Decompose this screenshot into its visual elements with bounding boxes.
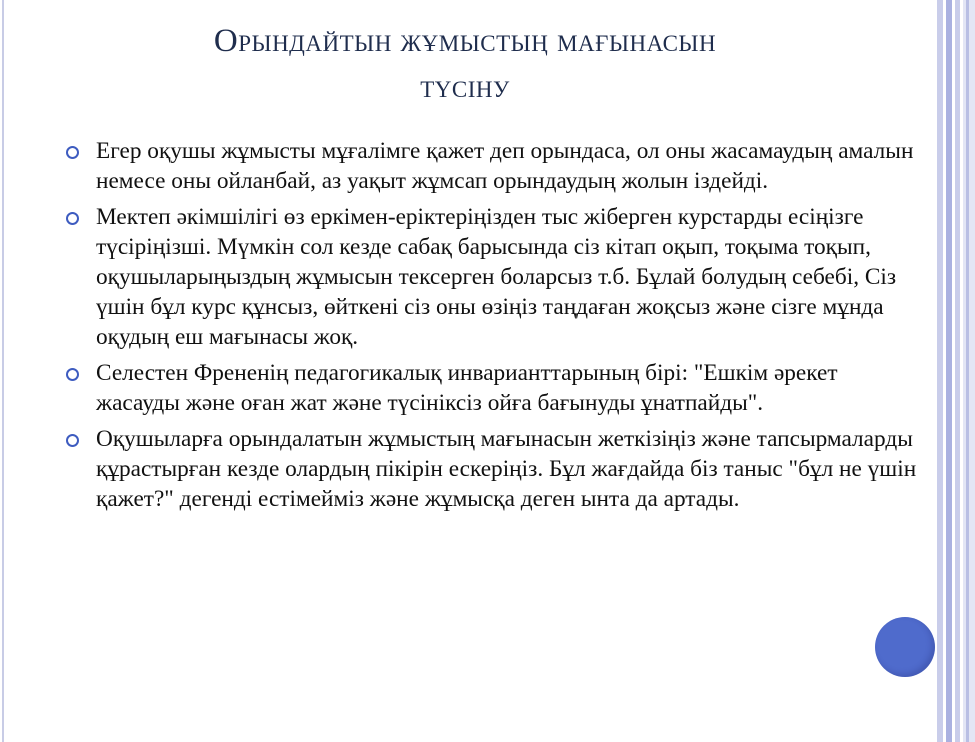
right-decor-stripe xyxy=(946,0,952,742)
list-item-text: Селестен Френенің педагогикалық инварианттарының бірі: "Ешкім әрекет жасауды және оған жат және түсініксіз ойға бағынуды ұнатпайды". xyxy=(96,360,838,416)
slide-title-line1: Орындайтын жұмыстың мағынасын xyxy=(213,23,717,59)
list-item-text: Оқушыларға орындалатын жұмыстың мағынасын жеткізіңіз және тапсырмаларды құрастырған кезде олардың пікірін ескеріңіз. Бұл жағдайда біз таныс "бұл не үшін қажет?" дегенді естімейміз және жұмысқа деген ынта да артады. xyxy=(96,426,917,512)
left-border-line xyxy=(2,0,4,742)
list-item xyxy=(64,358,926,418)
list-item xyxy=(64,202,926,352)
bullet-list xyxy=(64,136,926,520)
list-item-text: Мектеп әкімшілігі өз еркімен-еріктеріңізден тыс жіберген курстарды есіңізге түсіріңізші. Мүмкін сол кезде сабақ барысында сіз кітап оқып, тоқыма тоқып, оқушыларыңыздың жұмысын тексерген боларсыз т.б. Бұлай болудың себебі, Сіз үшін бұл курс құнсыз, өйткені сіз оны өзіңіз таңдаған жоқсыз және сізге мұнда оқудың еш мағынасы жоқ. xyxy=(96,204,897,350)
bullet-icon xyxy=(66,434,79,447)
list-item-text: Егер оқушы жұмысты мұғалімге қажет деп орындаса, ол оны жасамаудың амалын немесе оны ойланбай, аз уақыт жұмсап орындаудың жолын іздейді. xyxy=(96,138,914,194)
list-item xyxy=(64,136,926,196)
right-decor-stripe xyxy=(966,0,969,742)
right-decor-stripe xyxy=(955,0,960,742)
bullet-icon xyxy=(66,146,79,159)
blue-circle-decoration xyxy=(875,617,935,677)
right-decor-stripe xyxy=(937,0,943,742)
bullet-icon xyxy=(66,212,79,225)
slide-title-line2: түсіну xyxy=(420,69,510,105)
list-item xyxy=(64,424,926,514)
bullet-icon xyxy=(66,368,79,381)
slide-title xyxy=(60,18,870,110)
right-decor-stripe xyxy=(963,0,975,742)
